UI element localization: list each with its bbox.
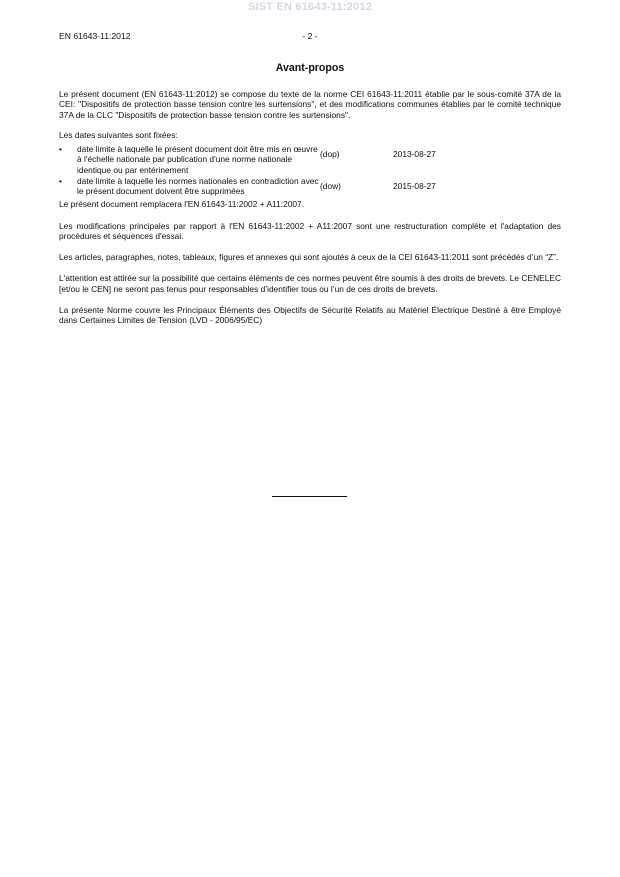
date-value: 2015-08-27	[393, 180, 436, 191]
watermark: SIST EN 61643-11:2012	[247, 1, 373, 13]
lvd-scope-paragraph: La présente Norme couvre les Principaux Éléments des Objectifs de Sécurité Relatifs au Matériel Électrique Destiné à être Employé dans Certaines Limites de Tension (LVD - 2006/95/EC)	[59, 304, 561, 325]
bullet-icon: •	[59, 175, 62, 186]
header-page-number: - 2 -	[302, 31, 318, 41]
replacement-statement: Le présent document remplacera l'EN 61643-11:2002 + A11:2007.	[59, 199, 305, 210]
document-body	[59, 89, 561, 325]
z-prefix-paragraph: Les articles, paragraphes, notes, tableaux, figures et annexes qui sont ajoutés à ceux de la CEI 61643-11:2011 sont précédés d’un “Z”.	[59, 252, 559, 262]
bullet-icon: •	[59, 144, 62, 154]
section-title: Avant-propos	[275, 62, 345, 74]
date-abbreviation: (dow)	[320, 180, 341, 191]
intro-paragraph: Le présent document (EN 61643-11:2012) se compose du texte de la norme CEI 61643-11:2011 établie par le sous-comité 37A de la CEI: "Dispositifs de protection basse tension contre les surtensions", et des modifications communes établies par le comité technique 37A de la CLC "Dispositifs de protection basse tension contre les surtensions".	[59, 89, 561, 120]
date-row-dop	[59, 144, 561, 175]
date-description: date limite à laquelle les normes nationales en contradiction avec le présent document doivent être supprimées	[77, 175, 319, 196]
date-value: 2013-08-27	[393, 149, 436, 159]
header-document-id: EN 61643-11:2012	[59, 31, 131, 41]
modifications-paragraph: Les modifications principales par rapport à l'EN 61643-11:2002 + A11:2007 sont une restructuration complète et l'adaptation des procédures et séquences d'essai.	[59, 220, 561, 241]
date-abbreviation: (dop)	[320, 149, 340, 159]
end-rule	[272, 496, 347, 497]
date-row-dow	[59, 176, 561, 197]
dates-intro: Les dates suivantes sont fixées:	[59, 129, 178, 140]
patent-notice-paragraph: L'attention est attirée sur la possibilité que certains éléments de ces normes peuvent être soumis à des droits de brevets. Le CENELEC [et/ou le CEN] ne seront pas tenus pour responsables d’identifier tous ou l’un de ces droits de brevets.	[59, 273, 561, 294]
date-description: date limite à laquelle le présent document doit être mis en œuvre à l'échelle nationale par publication d'une norme nationale identique ou par entérinement	[77, 144, 318, 175]
